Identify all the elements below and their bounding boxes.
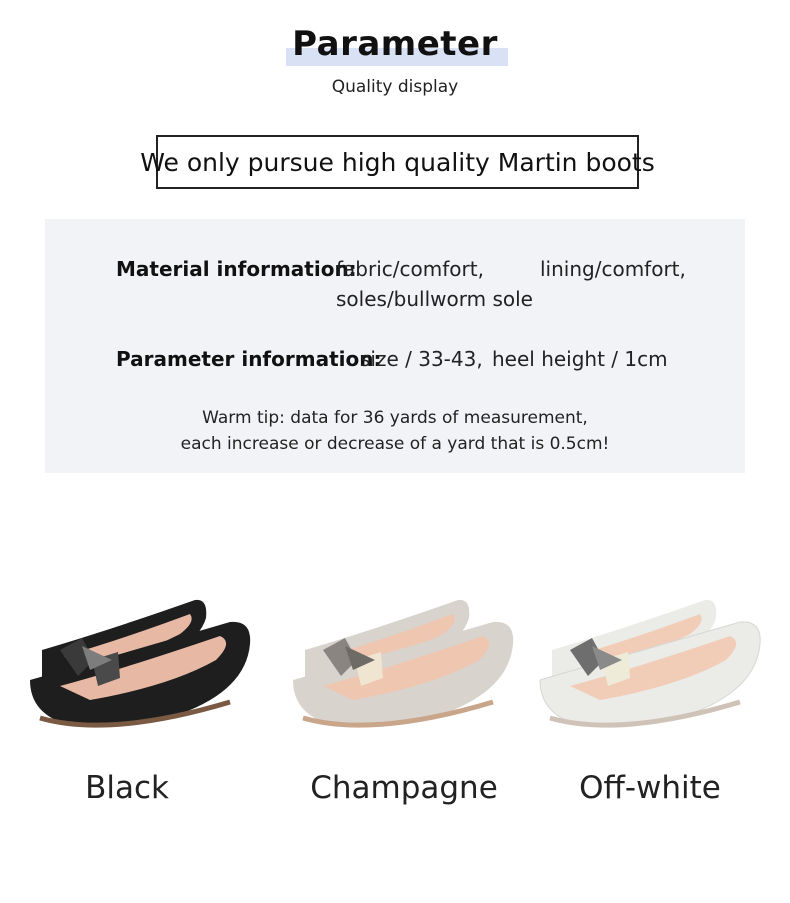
material-fabric: fabric/comfort, — [336, 257, 484, 281]
slogan-text: We only pursue high quality Martin boots — [140, 147, 655, 177]
material-soles: soles/bullworm sole — [336, 287, 533, 311]
parameter-size: size / 33-43, — [360, 347, 483, 371]
shoe-image-off-white — [530, 590, 770, 740]
shoe-image-champagne — [283, 590, 523, 740]
tip-line-2: each increase or decrease of a yard that is 0.5cm! — [180, 434, 610, 454]
page-subtitle: Quality display — [331, 77, 459, 97]
material-label: Material information: — [116, 257, 357, 281]
info-panel — [45, 219, 745, 473]
page-title: Parameter — [292, 24, 498, 64]
parameter-label: Parameter information: — [116, 347, 382, 371]
material-lining: lining/comfort, — [540, 257, 686, 281]
color-label-black: Black — [85, 770, 169, 806]
tip-line-1: Warm tip: data for 36 yards of measurement, — [202, 408, 588, 428]
color-label-champagne: Champagne — [310, 770, 498, 806]
shoe-image-black — [20, 590, 260, 740]
color-label-off-white: Off-white — [579, 770, 721, 806]
parameter-heel: heel height / 1cm — [492, 347, 668, 371]
slogan-box — [140, 135, 655, 189]
